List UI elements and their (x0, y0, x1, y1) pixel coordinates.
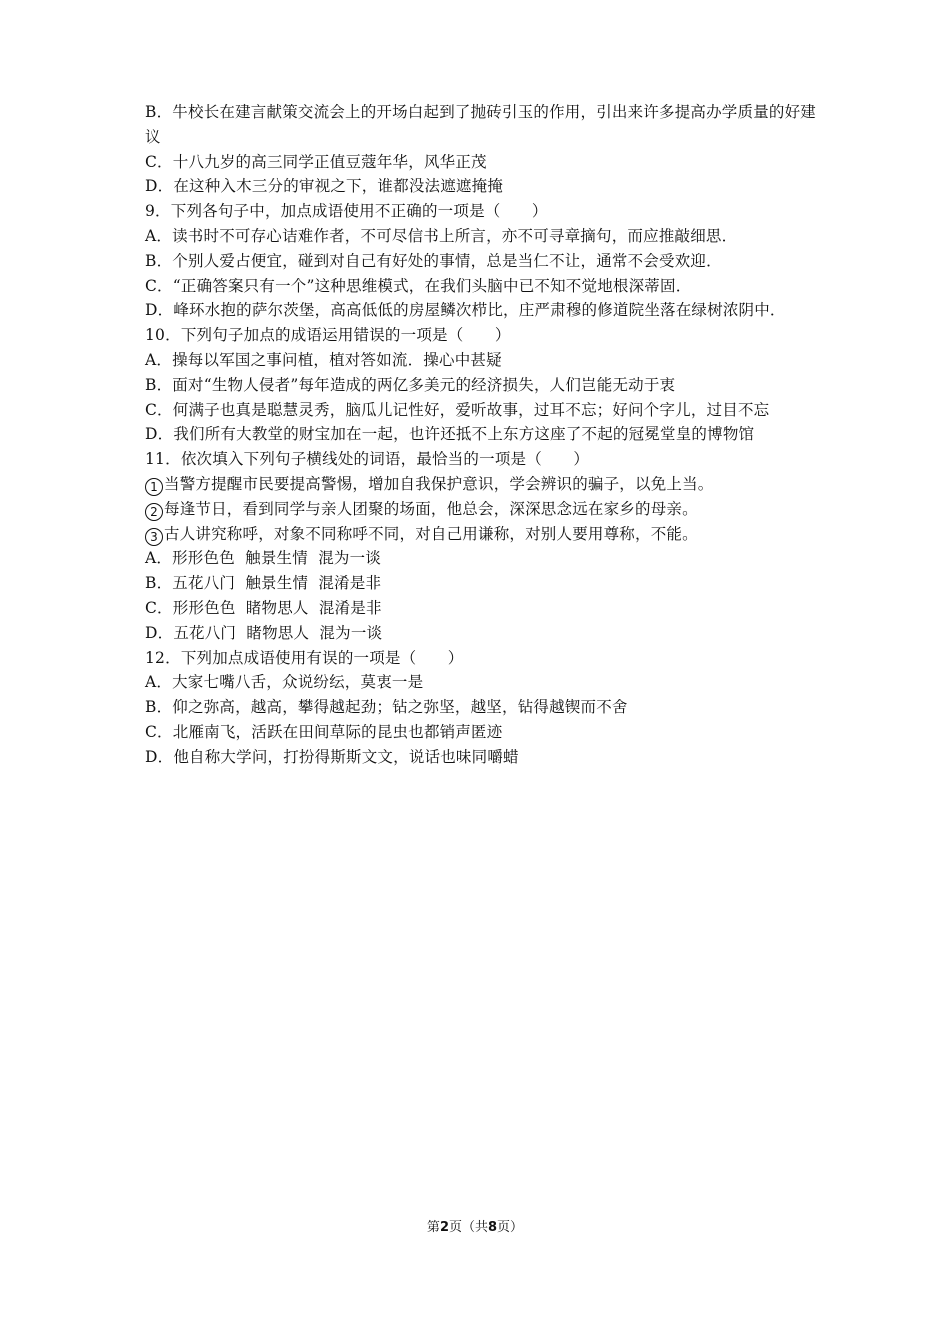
option-line: D．峰环水抱的萨尔茨堡，高高低低的房屋鳞次栉比，庄严肃穆的修道院坐落在绿树浓阴中． (145, 301, 786, 320)
option-line: B．面对“生物人侵者”每年造成的两亿多美元的经济损失，人们岂能无动于衷 (145, 375, 676, 394)
question-9: 9．下列各句子中，加点成语使用不正确的一项是（ ） (145, 202, 548, 221)
total-pages: 8 (488, 1220, 498, 1235)
text-line: D．在这种入木三分的审视之下，谁都没法遮遮掩掩 (145, 177, 504, 196)
circled-number-icon: 1 (145, 478, 163, 496)
sentence-text: 每逢节日，看到同学与亲人团聚的场面，他总会，深深思念远在家乡的母亲。 (164, 499, 698, 518)
numbered-sentence (145, 497, 825, 522)
document-body (145, 100, 825, 770)
option-line: D．我们所有大教堂的财宝加在一起，也许还抵不上东方这座了不起的冠冕堂皇的博物馆 (145, 425, 755, 444)
question-12: 12．下列加点成语使用有误的一项是（ ） (145, 648, 464, 667)
option-line: C．北雁南飞，活跃在田间草际的昆虫也都销声匿迹 (145, 722, 503, 741)
option-line: C．何满子也真是聪慧灵秀，脑瓜儿记性好，爱听故事，过耳不忘；好问个字儿，过目不忘 (145, 400, 770, 419)
sentence-text: 古人讲究称呼，对象不同称呼不同，对自己用谦称，对别人要用尊称，不能。 (164, 524, 698, 543)
option-line: A．操每以军国之事问植，植对答如流．操心中甚疑 (145, 350, 502, 369)
option-line: C．形形色色 睹物思人 混淆是非 (145, 598, 382, 617)
footer-prefix: 第 (426, 1220, 440, 1235)
numbered-sentence (145, 472, 825, 497)
text-line: C．十八九岁的高三同学正值豆蔻年华，风华正茂 (145, 152, 487, 171)
sentence-text: 当警方提醒市民要提高警惕，增加自我保护意识，学会辨识的骗子，以免上当。 (164, 474, 714, 493)
option-line: B．个别人爱占便宜，碰到对自己有好处的事情，总是当仁不让，通常不会受欢迎． (145, 251, 722, 270)
footer-suffix: 页） (497, 1220, 524, 1235)
option-line: B．五花八门 触景生情 混淆是非 (145, 574, 382, 593)
option-line: A．形形色色 触景生情 混为一谈 (145, 549, 382, 568)
footer-mid: 页（共 (448, 1220, 488, 1235)
question-10: 10．下列句子加点的成语运用错误的一项是（ ） (145, 326, 511, 345)
numbered-sentence (145, 522, 825, 547)
page-number: 2 (439, 1220, 449, 1235)
option-line: A．大家七嘴八舌，众说纷纭，莫衷一是 (145, 673, 424, 692)
circled-number-icon: 3 (145, 528, 163, 546)
option-line: A．读书时不可存心诘难作者，不可尽信书上所言，亦不可寻章摘句，而应推敲细思． (145, 226, 738, 245)
question-11: 11．依次填入下列句子横线处的词语，最恰当的一项是（ ） (145, 450, 590, 469)
option-line: D．五花八门 睹物思人 混为一谈 (145, 623, 383, 642)
option-line: C．“正确答案只有一个”这种思维模式，在我们头脑中已不知不觉地根深蒂固． (145, 276, 692, 295)
option-line: D．他自称大学问，打扮得斯斯文文，说话也味同嚼蜡 (145, 747, 519, 766)
page-footer (0, 1216, 950, 1235)
option-line: B．仰之弥高，越高，攀得越起劲；钻之弥坚，越坚，钻得越锲而不舍 (145, 698, 628, 717)
text-line: B．牛校长在建言献策交流会上的开场白起到了抛砖引玉的作用，引出来许多提高办学质量的好建议 (145, 103, 816, 146)
circled-number-icon: 2 (145, 503, 163, 521)
